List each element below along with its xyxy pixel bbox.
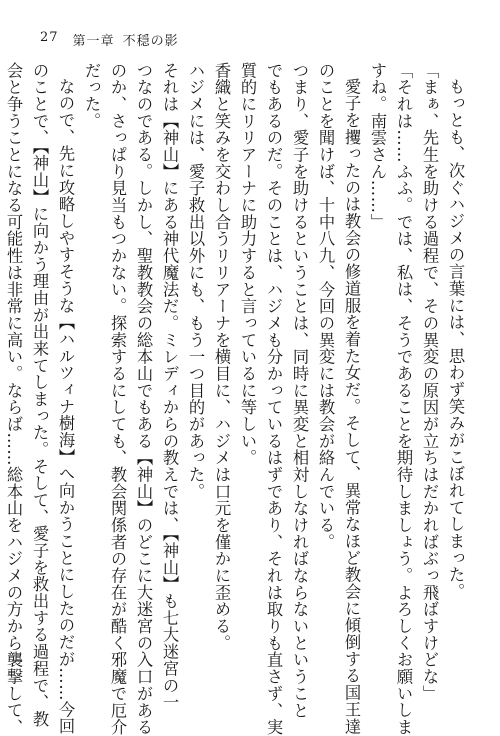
text-line: 会と争うことになる可能性は非常に高い。ならば……総本山をハジメの方から襲撃して、 — [4, 62, 23, 736]
text-line: だった。 — [82, 62, 101, 130]
text-line: 愛子を攫ったのは教会の修道服を着た女だ。そして、異常なほど教会に傾倒する国王達 — [342, 78, 361, 736]
text-line: でもあるのだ。そのことは、ハジメも分かっているはずであり、それは取りも直さず、実 — [264, 62, 283, 736]
text-line: 「それは……ふふ。では、私は、そうであることを期待しましょう。よろしくお願いしま — [394, 62, 413, 736]
text-line: 「まぁ、先生を助ける過程で、その異変の原因が立ちはだかればぶっ飛ばすけどな」 — [420, 62, 439, 702]
page-header — [40, 30, 179, 49]
chapter-label: 第一章 — [72, 34, 115, 49]
text-line: それは【神山】にある神代魔法だ。ミレディからの教えでは、【神山】も七大迷宮の一 — [160, 62, 179, 711]
text-line: すね。南雲さん……」 — [368, 62, 387, 231]
text-line: もっとも、次ぐハジメの言葉には、思わず笑みがこぼれてしまった。 — [446, 78, 465, 601]
text-line: ハジメには、愛子救出以外にも、もう一つ目的があった。 — [186, 62, 205, 500]
chapter-title: 不穏の影 — [122, 34, 179, 49]
text-line: つなのである。しかし、聖教教会の総本山でもある【神山】のどこに大迷宮の入口がある — [134, 62, 153, 736]
text-line: のか、さっぱり見当もつかない。探索するにしても、教会関係者の存在が酷く邪魔で厄介 — [108, 62, 127, 736]
text-line: なので、先に攻略しやすそうな【ハルツィナ樹海】へ向かうことにしたのだが……今回 — [56, 78, 75, 736]
body-text — [4, 62, 468, 736]
text-line: のことで、【神山】に向かう理由が出来てしまった。そして、愛子を救出する過程で、教 — [30, 62, 49, 728]
chapter-heading — [73, 30, 179, 49]
text-line: 香織と笑みを交わし合うリリアーナを横目に、ハジメは口元を僅かに歪める。 — [212, 62, 231, 652]
text-line: 質的にリリアーナに助力すると言っているに等しい。 — [238, 62, 257, 467]
page-number: 27 — [40, 30, 59, 45]
text-line: つまり、愛子を助けるということは、同時に異変と相対しなければならないということ — [290, 62, 309, 719]
text-line: のことを聞けば、十中八九、今回の異変には教会が絡んでいる。 — [316, 62, 335, 551]
